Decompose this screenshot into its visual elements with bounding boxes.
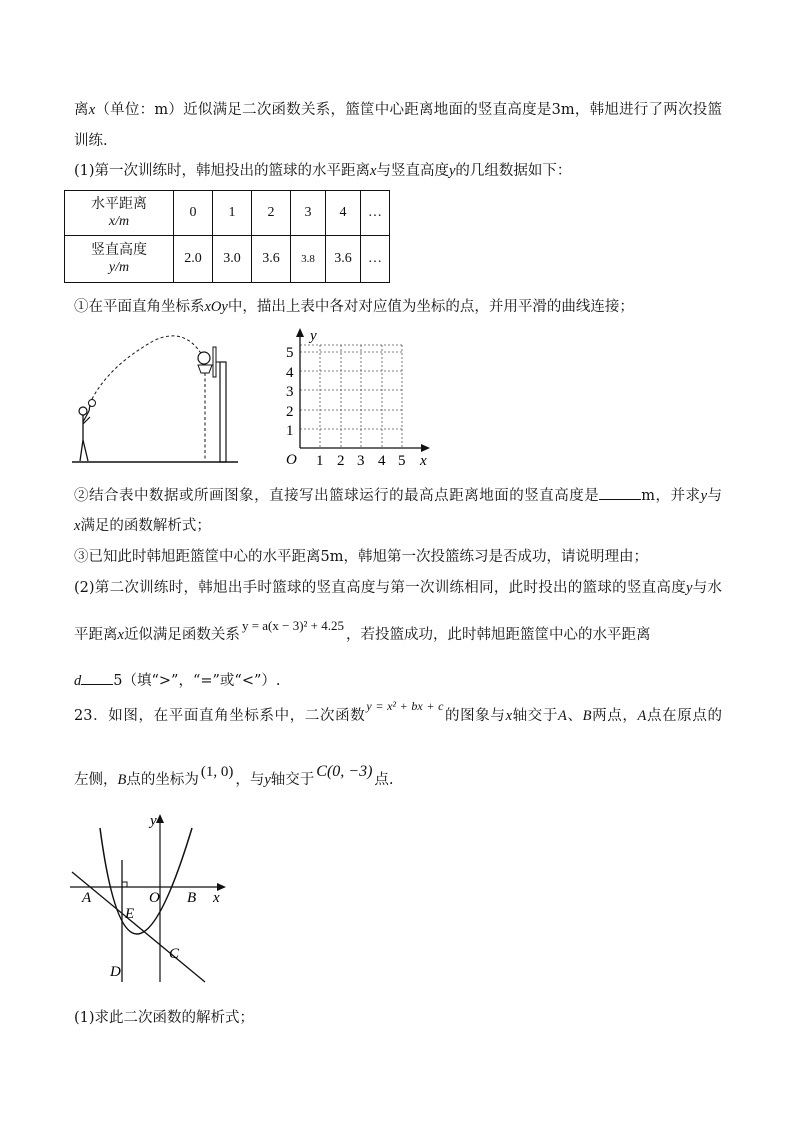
answer-blank[interactable] [81, 670, 113, 685]
q23-formula: y = x² + bx + c [366, 699, 444, 713]
y-tick-label: 3 [286, 384, 294, 400]
line-AC [72, 872, 205, 982]
x-axis-arrow-icon [421, 444, 430, 452]
table-row-x [65, 191, 390, 236]
right-angle-mark [122, 882, 127, 887]
point-B-label: B [187, 890, 197, 906]
intro-line-1: 离x（单位：m）近似满足二次函数关系，篮筐中心距离地面的竖直高度是3m，韩旭进行了两次投篮 [74, 102, 723, 118]
y-tick-label: 5 [286, 345, 294, 361]
table-cell: 1 [213, 191, 252, 236]
basketball-scene-figure [70, 325, 240, 470]
table-cell: 4 [326, 191, 361, 236]
part2-line-3: d 5（填“>”，“=”或“<”）. [74, 670, 281, 691]
q23-line-2: 左侧，B点的坐标为 (1, 0) ，与y轴交于 C(0, −3) 点. [74, 763, 394, 788]
table-cell: 3.6 [252, 236, 291, 283]
fig-x-label: x [213, 890, 220, 906]
table-cell: 2 [252, 191, 291, 236]
y-tick-label: 2 [286, 404, 294, 420]
point-E-label: E [125, 906, 135, 922]
fig-y-label: y [150, 813, 157, 829]
part1-text: (1)第一次训练时，韩旭投出的篮球的水平距离x与竖直高度y的几组数据如下： [74, 163, 572, 179]
origin-label: O [286, 452, 297, 468]
table-cell: 3.8 [291, 236, 326, 283]
point-O-label: O [149, 890, 160, 906]
coordinate-grid-figure [280, 325, 440, 470]
x-tick-label: 5 [398, 453, 406, 469]
x-axis-label: x [420, 453, 427, 469]
data-table [64, 190, 390, 283]
y-tick-label: 4 [286, 365, 294, 381]
x-tick-label: 2 [337, 453, 345, 469]
answer-blank[interactable] [599, 485, 641, 500]
y-axis-arrow-icon [156, 814, 164, 823]
q23-line-1: 23．如图，在平面直角坐标系中，二次函数$^{y = x^2 + bx + c}$的图象与x轴交于A、B两点，A点在原点的 [74, 699, 723, 724]
q2-text-cont: x满足的函数解析式； [74, 518, 211, 534]
grid-lines [300, 345, 402, 448]
table-cell: 0 [174, 191, 213, 236]
table-cell: 3.0 [213, 236, 252, 283]
x-tick-label: 3 [357, 453, 365, 469]
x-tick-label: 1 [316, 453, 324, 469]
table-cell: … [361, 236, 390, 283]
part2-formula: y = a(x − 3)² + 4.25 [241, 618, 345, 633]
row-header-y: 竖直高度 y/m [65, 236, 174, 283]
q3-text: ③已知此时韩旭距篮筐中心的水平距离5m，韩旭第一次投篮练习是否成功，请说明理由； [74, 549, 648, 565]
y-axis-label: y [310, 328, 317, 344]
part2-line-2: 平距离x近似满足函数关系y = a(x − 3)² + 4.25，若投篮成功，此时韩旭距篮筐中心的水平距离 [74, 618, 651, 643]
point-D-label: D [110, 964, 121, 980]
part2-line-1: (2)第二次训练时，韩旭出手时篮球的竖直高度与第一次训练相同，此时投出的篮球的竖直高度y与水 [74, 580, 722, 596]
y-tick-label: 1 [286, 423, 294, 439]
table-cell: 2.0 [174, 236, 213, 283]
point-A-label: A [82, 890, 92, 906]
parabola-figure [70, 810, 230, 985]
q23-part1: (1)求此二次函数的解析式； [74, 1010, 255, 1026]
table-cell: 3.6 [326, 236, 361, 283]
table-cell: … [361, 191, 390, 236]
intro-line-2: 训练. [74, 133, 108, 149]
y-axis-arrow-icon [296, 328, 304, 337]
parabola-curve [100, 828, 192, 934]
q1-text: ①在平面直角坐标系xOy中，描出上表中各对对应值为坐标的点，并用平滑的曲线连接； [74, 299, 634, 315]
point-C-label: C [169, 946, 180, 962]
table-cell: 3 [291, 191, 326, 236]
row-header-x: 水平距离 x/m [65, 191, 174, 236]
table-row-y [65, 236, 390, 283]
x-tick-label: 4 [378, 453, 386, 469]
q2-text: ②结合表中数据或所画图象，直接写出篮球运行的最高点距离地面的竖直高度是 m，并求y与 [74, 485, 722, 506]
